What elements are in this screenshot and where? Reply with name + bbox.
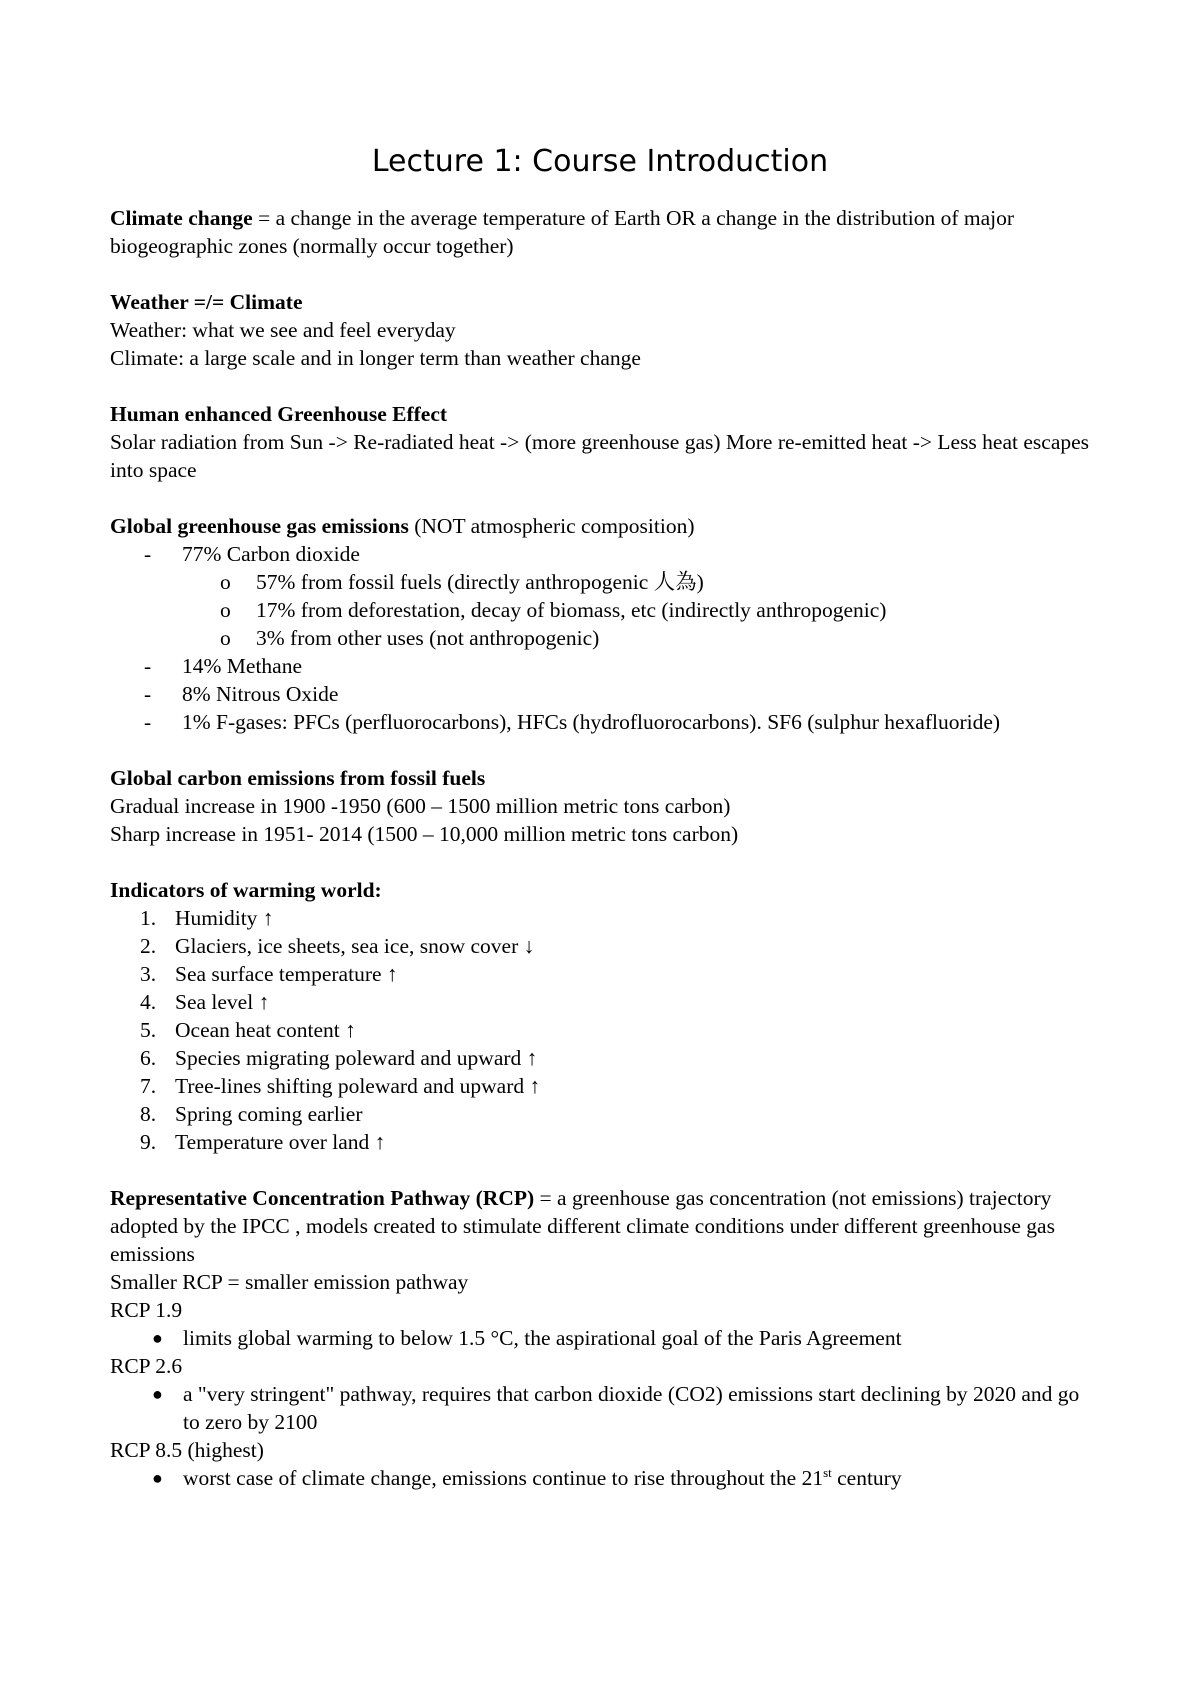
emissions-list <box>110 540 1090 736</box>
list-item: o 3% from other uses (not anthropogenic) <box>220 626 600 650</box>
list-item: - 1% F-gases: PFCs (perfluorocarbons), HFCs (hydrofluorocarbons). SF6 (sulphur hexafluoride) <box>144 710 1001 734</box>
greenhouse-heading: Human enhanced Greenhouse Effect <box>110 402 448 426</box>
list-item: 8. Spring coming earlier <box>140 1102 363 1126</box>
list-item: o 17% from deforestation, decay of biomass, etc (indirectly anthropogenic) <box>220 598 887 622</box>
weather-line: Weather: what we see and feel everyday <box>110 318 456 342</box>
list-item: o 57% from fossil fuels (directly anthropogenic 人為) <box>220 570 704 594</box>
rcp-85-label: RCP 8.5 (highest) <box>110 1438 264 1462</box>
rcp-term: Representative Concentration Pathway (RCP) <box>110 1186 535 1210</box>
list-item: - 77% Carbon dioxide o 57% from fossil fuels (directly anthropogenic 人為) o 17% from deforestation, decay of biomass, etc (indirectly anthropogenic) o 3% from other uses (not anthropogenic) <box>110 540 1090 652</box>
rcp-smaller: Smaller RCP = smaller emission pathway <box>110 1270 469 1294</box>
list-item: ● a "very stringent" pathway, requires that carbon dioxide (CO2) emissions start declining by 2020 and go to zero by 2100 <box>152 1382 1080 1434</box>
indicators-list <box>110 904 1090 1156</box>
list-item: 5. Ocean heat content ↑ <box>140 1018 356 1042</box>
list-item: - 14% Methane <box>144 654 303 678</box>
emissions-heading-note: (NOT atmospheric composition) <box>408 514 695 538</box>
climate-change-definition <box>110 204 1090 260</box>
list-item: 2. Glaciers, ice sheets, sea ice, snow cover ↓ <box>140 934 535 958</box>
list-item: ● worst case of climate change, emissions continue to rise throughout the 21st century <box>152 1464 902 1490</box>
carbon-line: Gradual increase in 1900 -1950 (600 – 1500 million metric tons carbon) <box>110 794 731 818</box>
dash-marker: - <box>144 542 152 566</box>
rcp-definition: Representative Concentration Pathway (RCP) = a greenhouse gas concentration (not emissions) trajectory adopted by the IPCC , models created to stimulate different climate conditions under different greenhouse gas emissions <box>110 1186 1055 1266</box>
list-item: 3. Sea surface temperature ↑ <box>140 962 398 986</box>
list-item: 1. Humidity ↑ <box>140 906 274 930</box>
weather-heading: Weather =/= Climate <box>110 290 303 314</box>
list-item: - 8% Nitrous Oxide <box>144 682 339 706</box>
rcp-26-list <box>110 1380 1090 1436</box>
rcp-19-list <box>110 1324 1090 1352</box>
greenhouse-text: Solar radiation from Sun -> Re-radiated heat -> (more greenhouse gas) More re-emitted heat -> Less heat escapes into space <box>110 430 1090 482</box>
climate-change-term: Climate change <box>110 206 253 230</box>
emissions-heading: Global greenhouse gas emissions (NOT atmospheric composition) <box>110 514 695 538</box>
bullet-icon: ● <box>152 1468 163 1488</box>
bullet-icon: ● <box>152 1328 163 1348</box>
rcp-26-label: RCP 2.6 <box>110 1354 183 1378</box>
list-item: 7. Tree-lines shifting poleward and upward ↑ <box>140 1074 541 1098</box>
list-item: 6. Species migrating poleward and upward ↑ <box>140 1046 538 1070</box>
climate-change-text: = a change in the average temperature of Earth OR a change in the distribution of major biogeographic zones (normally occur together) <box>110 206 1015 258</box>
climate-line: Climate: a large scale and in longer term than weather change <box>110 346 641 370</box>
indicators-heading: Indicators of warming world: <box>110 878 382 902</box>
rcp-19-label: RCP 1.9 <box>110 1298 183 1322</box>
list-item: 4. Sea level ↑ <box>140 990 270 1014</box>
page-title: Lecture 1: Course Introduction <box>371 144 829 179</box>
rcp-85-list <box>110 1464 1090 1492</box>
co2-breakdown-list <box>182 568 1090 652</box>
carbon-heading: Global carbon emissions from fossil fuels <box>110 766 486 790</box>
list-item: ● limits global warming to below 1.5 °C, the aspirational goal of the Paris Agreement <box>152 1326 902 1350</box>
carbon-line: Sharp increase in 1951- 2014 (1500 – 10,000 million metric tons carbon) <box>110 822 739 846</box>
list-item: 9. Temperature over land ↑ <box>140 1130 386 1154</box>
bullet-icon: ● <box>152 1384 163 1404</box>
